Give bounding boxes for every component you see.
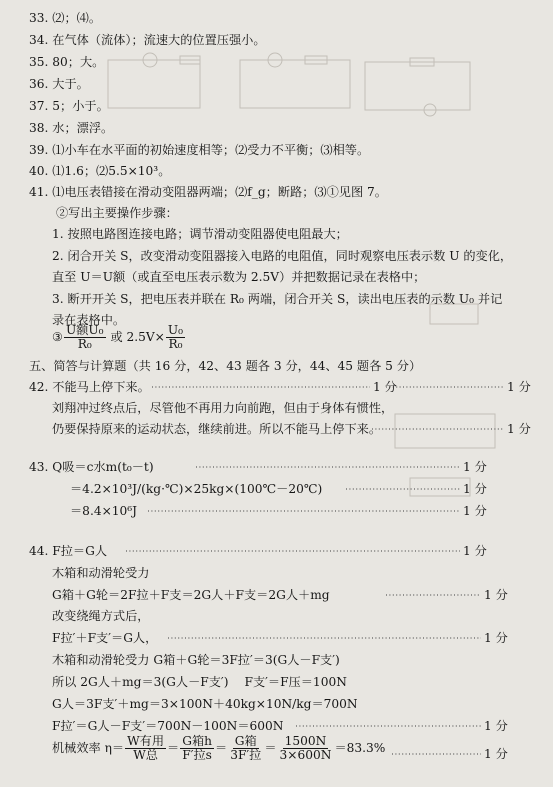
answer-line: 木箱和动滑轮受力 G箱＋G轮＝3F拉′＝3(G人－F支′) bbox=[52, 653, 340, 667]
formula-44-fraction-2 bbox=[180, 735, 214, 762]
formula-44-equals-3: ＝ bbox=[264, 741, 277, 755]
formula-44-fraction-3 bbox=[228, 735, 263, 762]
answer-line: 34. 在气体（流体）；流速大的位置压强小。 bbox=[29, 33, 266, 47]
fraction-numerator: W有用 bbox=[127, 734, 165, 749]
score-mark: 1 分 bbox=[484, 631, 508, 645]
answer-line: 刘翔冲过终点后，尽管他不再用力向前跑，但由于身体有惯性， bbox=[52, 401, 394, 415]
score-mark: 1 分 bbox=[463, 482, 487, 496]
answer-line: 仍要保持原来的运动状态，继续前进。所以不能马上停下来。 bbox=[52, 422, 382, 436]
fraction-denominator: R₀ bbox=[77, 337, 92, 351]
answer-line: 38. 水；漂浮。 bbox=[29, 121, 114, 135]
fraction-denominator: 3F′拉 bbox=[230, 748, 262, 762]
answer-line: F拉′＋F支′＝G人， bbox=[52, 631, 158, 645]
score-mark: 1 分 bbox=[484, 719, 508, 733]
formula-44-equals-2: ＝ bbox=[215, 741, 228, 755]
answer-line: 所以 2G人＋mg＝3(G人－F支′) F支′＝F压＝100N bbox=[52, 675, 347, 689]
formula-44-equals-1: ＝ bbox=[167, 741, 180, 755]
answer-line: 39. ⑴小车在水平面的初始速度相等；⑵受力不平衡；⑶相等。 bbox=[29, 143, 370, 157]
score-mark: 1 分 bbox=[507, 380, 531, 394]
answer-line: G箱＋G轮＝2F拉＋F支＝2G人＋F支＝2G人＋mg bbox=[52, 588, 330, 602]
answer-line: 35. 80；大。 bbox=[29, 55, 105, 69]
formula-41-line bbox=[52, 318, 186, 356]
fraction-denominator: W总 bbox=[133, 748, 158, 762]
answer-line: 3. 断开开关 S，把电压表并联在 R₀ 两端，闭合开关 S，读出电压表的示数 U₀ 并记 bbox=[52, 292, 503, 306]
answer-line: 改变绕绳方式后， bbox=[52, 609, 150, 623]
score-mark: 1 分 bbox=[463, 460, 487, 474]
answer-line: 木箱和动滑轮受力 bbox=[52, 566, 150, 580]
answer-line: 43. Q吸＝c水m(t₀－t) bbox=[29, 460, 154, 474]
answer-line: 录在表格中。 bbox=[52, 313, 126, 327]
formula-44-prefix: 机械效率 η＝ bbox=[52, 741, 125, 755]
fraction-denominator: 3×600N bbox=[279, 748, 332, 762]
answer-line: 36. 大于。 bbox=[29, 77, 89, 91]
answer-line: 五、简答与计算题（共 16 分，42、43 题各 3 分，44、45 题各 5 分） bbox=[29, 359, 422, 373]
answer-line: 41. ⑴电压表错接在滑动变阻器两端；⑵f_g；断路；⑶①见图 7。 bbox=[29, 185, 387, 199]
fraction-numerator: 1500N bbox=[284, 734, 327, 749]
fraction-numerator: G箱h bbox=[182, 734, 212, 749]
fraction-denominator: R₀ bbox=[168, 337, 183, 351]
answer-line: 1. 按照电路图连接电路；调节滑动变阻器使电阻最大； bbox=[52, 227, 348, 241]
fraction-numerator: U₀ bbox=[167, 323, 184, 338]
score-mark: 1 分 bbox=[463, 544, 487, 558]
answer-line: 33. ⑵；⑷。 bbox=[29, 11, 102, 25]
answer-line: G人＝3F支′＋mg＝3×100N＋40kg×10N/kg＝700N bbox=[52, 697, 358, 711]
score-mark: 1 分 bbox=[373, 380, 397, 394]
formula-41-fraction-2 bbox=[166, 324, 185, 351]
fraction-denominator: F′拉s bbox=[182, 748, 212, 762]
score-mark: 1 分 bbox=[463, 504, 487, 518]
answer-line: 37. 5；小于。 bbox=[29, 99, 109, 113]
answer-line: 40. ⑴1.6；⑵5.5×10³。 bbox=[29, 164, 171, 178]
formula-41-prefix: ③ bbox=[52, 330, 63, 344]
formula-44-fraction-1 bbox=[125, 735, 166, 762]
formula-44-result: ＝83.3% bbox=[334, 741, 386, 755]
fraction-numerator: G箱 bbox=[234, 734, 257, 749]
answer-line: 直至 U＝U额（或直至电压表示数为 2.5V）并把数据记录在表格中； bbox=[52, 270, 426, 284]
score-mark: 1 分 bbox=[507, 422, 531, 436]
score-mark: 1 分 bbox=[484, 747, 508, 761]
answer-line: ＝8.4×10⁶J bbox=[70, 504, 138, 518]
formula-41-fraction-1 bbox=[64, 324, 106, 351]
formula-41-mid: 或 2.5V× bbox=[110, 330, 165, 344]
answer-line: 42. 不能马上停下来。 bbox=[29, 380, 150, 394]
fraction-numerator: U额U₀ bbox=[65, 323, 104, 338]
answer-line: 2. 闭合开关 S，改变滑动变阻器接入电路的电阻值，同时观察电压表示数 U 的变化， bbox=[52, 249, 513, 263]
score-mark: 1 分 bbox=[484, 588, 508, 602]
answer-line: F拉′＝G人－F支′＝700N－100N＝600N bbox=[52, 719, 284, 733]
answer-line: ＝4.2×10³J/(kg·℃)×25kg×(100℃－20℃) bbox=[70, 482, 323, 496]
answer-line: ②写出主要操作步骤： bbox=[56, 206, 178, 220]
formula-44-efficiency-line bbox=[52, 728, 385, 768]
answer-line: 44. F拉＝G人 bbox=[29, 544, 108, 558]
formula-44-fraction-4 bbox=[278, 735, 334, 762]
